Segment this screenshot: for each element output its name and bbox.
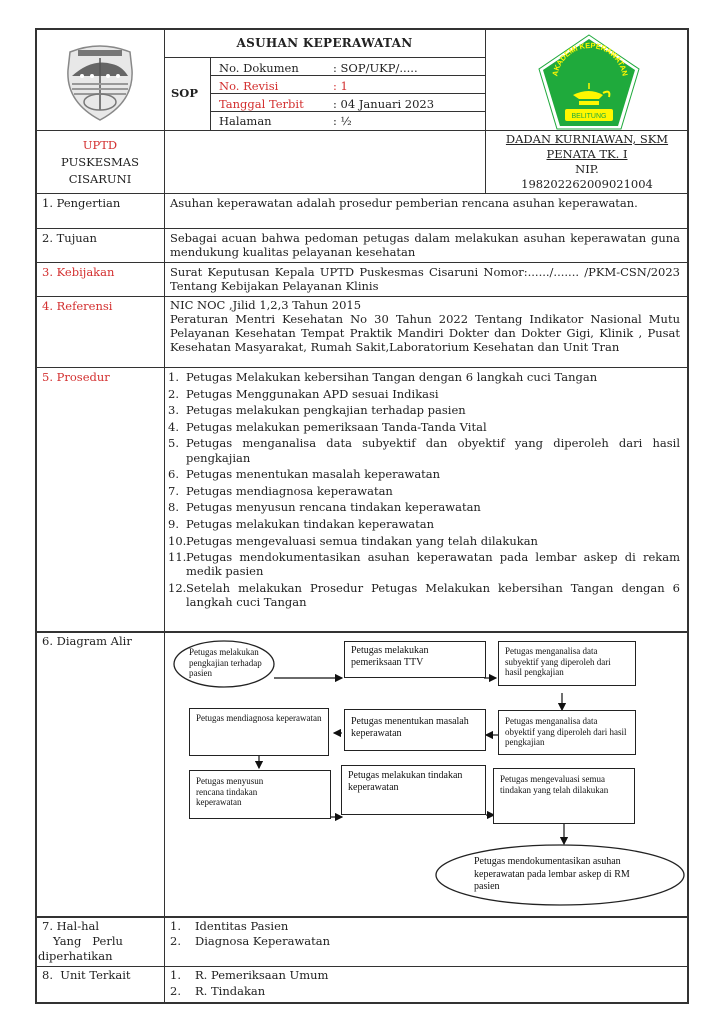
prosedur-step [168,534,680,548]
row-line [35,228,688,229]
prosedur-step [168,403,680,417]
step-text: Petugas menganalisa data subyektif dan obyektif yang diperoleh dari hasil pengkajian [186,436,680,465]
diagram-label: 6. Diagram Alir [42,634,132,648]
prosedur-step [168,517,680,531]
meta-label-dokumen: No. Dokumen [219,61,299,75]
meta-line [210,75,485,76]
row-line [35,193,688,194]
prosedur-step [168,484,680,498]
row-line [35,966,688,967]
unit-terkait-label: 8. Unit Terkait [42,968,131,982]
unit-item-num: 2. [170,984,181,998]
unit-item: R. Pemeriksaan Umum [195,968,329,982]
logo-bottom-text: BELITUNG [571,113,607,120]
referensi-label: 4. Referensi [42,299,113,313]
step-number: 11. [168,550,187,565]
meta-value-dokumen: : SOP/UKP/..... [333,61,418,75]
meta-label-tanggal: Tanggal Terbit [219,97,304,111]
meta-value-tanggal: : 04 Januari 2023 [333,97,435,111]
halhal-label-line3: diperhatikan [38,949,113,963]
meta-line [210,111,485,112]
row-line [35,916,688,918]
halhal-item: Identitas Pasien [195,919,289,933]
title-underline [164,57,485,58]
flow-node-dokumentasi: Petugas mendokumentasikan asuhan keperawatan pada lembar askep di RM pasien [474,856,630,892]
step-text: Petugas Menggunakan APD sesuai Indikasi [186,386,439,401]
prosedur-steps [168,370,680,612]
step-number: 7. [168,483,179,498]
meta-label-halaman: Halaman [219,114,272,128]
meta-label-revisi: No. Revisi [219,79,279,93]
step-number: 12. [168,580,187,595]
flow-node-diagnosa: Petugas mendiagnosa keperawatan [189,708,329,756]
unit-item: R. Tindakan [195,984,266,998]
step-text: Petugas melakukan tindakan keperawatan [186,516,435,531]
row-line [35,296,688,297]
signatory-rank: PENATA TK. I [546,147,628,161]
step-number: 10. [168,533,187,548]
halhal-label-line2: Yang Perlu [53,934,123,948]
step-text: Setelah melakukan Prosedur Petugas Melakukan kebersihan Tangan dengan 6 langkah cuci Tangan [186,580,680,610]
kebijakan-label: 3. Kebijakan [42,265,115,279]
meta-value-halaman: : ½ [333,114,352,128]
step-number: 4. [168,419,179,434]
halhal-item-num: 2. [170,934,181,948]
flow-node-rencana: Petugas menyusun rencana tindakan keperawatan [189,770,331,819]
step-number: 5. [168,436,179,451]
logo-arc-text: AKADEMI KEPERAWATAN [550,40,630,77]
sop-label: SOP [171,86,198,100]
org-line1: UPTD [82,138,118,152]
tujuan-text: Sebagai acuan bahwa pedoman petugas dalam melakukan asuhan keperawatan guna mendukung kualitas pelayanan kesehatan [170,231,680,259]
prosedur-step [168,500,680,514]
border-top [35,28,688,30]
prosedur-step [168,581,680,609]
signatory-name: DADAN KURNIAWAN, SKM [505,132,669,146]
meta-value-revisi: : 1 [333,79,348,93]
prosedur-step [168,420,680,434]
step-number: 9. [168,516,179,531]
crest-icon [62,40,138,122]
halhal-item-num: 1. [170,919,181,933]
referensi-text: Peraturan Mentri Kesehatan No 30 Tahun 2022 Tentang Indikator Nasional Mutu Pelayanan Kesehatan Tempat Praktik Mandiri Dokter dan Dokter Gigi, Klinik , Pusat Kesehatan Masyarakat, Rumah Sakit,Laboratorium Kesehatan dan Unit Tran [170,312,680,354]
halhal-item: Diagnosa Keperawatan [195,934,331,948]
step-number: 2. [168,386,179,401]
flow-node-tindakan: Petugas melakukan tindakan keperawatan [341,765,486,815]
row-line [35,262,688,263]
flow-node-analisa-subyektif: Petugas menganalisa data subyektif yang diperoleh dari hasil pengkajian [498,641,636,686]
row-line [35,367,688,368]
prosedur-step [168,370,680,384]
prosedur-label: 5. Prosedur [42,370,110,384]
nip-label: NIP. [575,162,599,176]
border-bottom [35,1002,688,1004]
flow-node-ttv: Petugas melakukan pemeriksaan TTV [344,641,486,678]
referensi-line1: NIC NOC ,Jilid 1,2,3 Tahun 2015 [170,298,362,312]
flow-node-analisa-obyektif: Petugas menganalisa data obyektif yang diperoleh dari hasil pengkajian [498,710,636,755]
step-number: 6. [168,467,179,482]
step-text: Petugas melakukan pemeriksaan Tanda-Tanda Vital [186,419,487,434]
akademi-keperawatan-logo [537,33,641,131]
prosedur-step [168,387,680,401]
step-number: 1. [168,370,179,384]
document-title: ASUHAN KEPERAWATAN [236,36,413,50]
step-text: Petugas melakukan pengkajian terhadap pasien [186,403,466,418]
sop-col-divider [210,57,211,130]
prosedur-step [168,550,680,578]
prosedur-step [168,467,680,481]
flow-node-pengkajian: Petugas melakukan pengkajian terhadap pasien [189,647,262,678]
prosedur-step [168,436,680,464]
tujuan-label: 2. Tujuan [42,231,97,245]
step-text: Petugas menyusun rencana tindakan keperawatan [186,500,481,515]
step-text: Petugas mendokumentasikan asuhan keperawatan pada lembar askep di rekam medik pasien [186,550,680,579]
pengertian-text: Asuhan keperawatan adalah prosedur pemberian rencana asuhan keperawatan. [170,196,638,210]
step-number: 3. [168,403,179,418]
nip-value: 198202262009021004 [521,177,653,191]
flow-node-evaluasi: Petugas mengevaluasi semua tindakan yang telah dilakukan [493,768,635,824]
meta-line [210,93,485,94]
step-text: Petugas Melakukan kebersihan Tangan dengan 6 langkah cuci Tangan [186,370,598,384]
kabupaten-crest-logo [62,40,138,122]
step-text: Petugas menentukan masalah keperawatan [186,467,441,482]
step-text: Petugas mendiagnosa keperawatan [186,483,393,498]
step-number: 8. [168,500,179,515]
pengertian-label: 1. Pengertian [42,196,121,210]
kebijakan-text: Surat Keputusan Kepala UPTD Puskesmas Cisaruni Nomor:....../....... /PKM-CSN/2023 Tentang Kebijakan Pelayanan Klinis [170,265,680,293]
flow-node-masalah: Petugas menentukan masalah keperawatan [344,709,486,751]
step-text: Petugas mengevaluasi semua tindakan yang telah dilakukan [186,533,538,548]
org-line2: PUSKESMAS [61,155,139,169]
unit-item-num: 1. [170,968,181,982]
halhal-label-line1: 7. Hal-hal [42,919,100,933]
org-line3: CISARUNI [68,172,132,186]
pentagon-logo-icon [537,33,641,131]
